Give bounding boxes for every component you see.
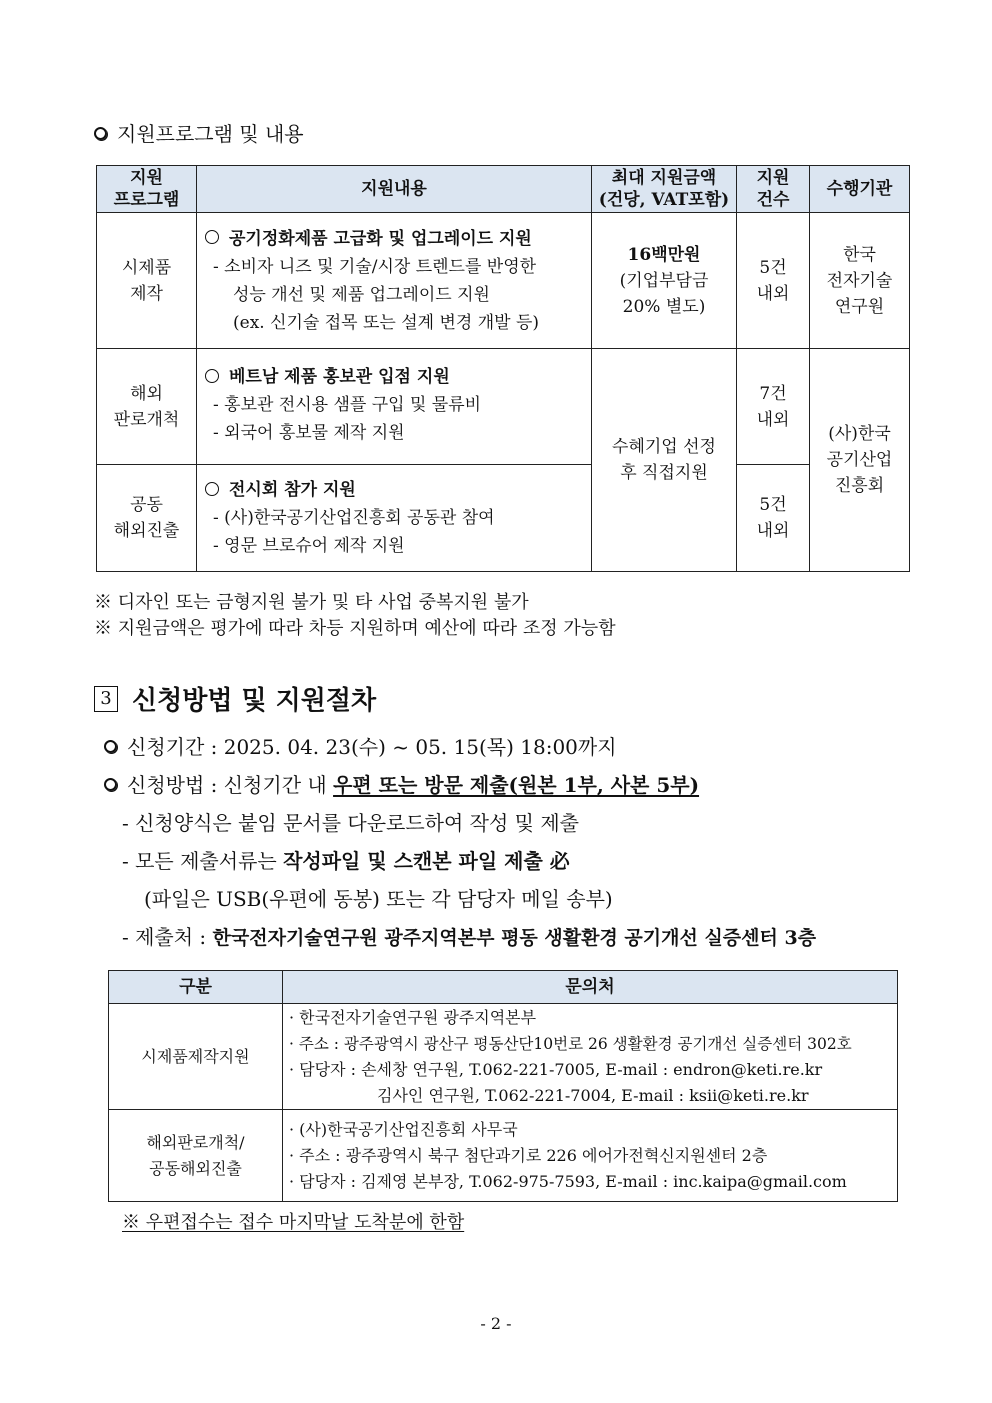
page-number: - 2 - — [480, 1314, 512, 1333]
header-amount-line1: 최대 지원금액 — [611, 168, 717, 188]
period-line — [104, 728, 924, 766]
contact-table — [108, 970, 898, 1202]
support-program-table — [96, 165, 910, 572]
count-cell: 5건 내외 — [737, 465, 810, 572]
table-row — [97, 349, 910, 465]
agency-cell: 한국 전자기술 연구원 — [810, 213, 910, 349]
header-amount-line2: (건당, VAT포함) — [598, 190, 730, 210]
content-title — [205, 476, 583, 504]
content-item: 성능 개선 및 제품 업그레이드 지원 — [233, 284, 490, 305]
period-text: 신청기간 : 2025. 04. 23(수) ~ 05. 15(목) 18:00까지 — [127, 735, 617, 759]
table-header-row — [109, 971, 898, 1004]
circle-bullet-icon — [104, 778, 117, 791]
contact-cell — [283, 1004, 898, 1110]
category-cell: 해외판로개척/ 공동해외진출 — [109, 1110, 283, 1202]
mail-note: ※ 우편접수는 접수 마지막날 도착분에 한함 — [122, 1212, 465, 1233]
contact-line: · 담당자 : 김제영 본부장, T.062-975-7593, E-mail : inc.kaipa@gmail.com — [289, 1171, 847, 1191]
contact-line: · 담당자 : 손세창 연구원, T.062-221-7005, E-mail : endron@keti.re.kr — [289, 1059, 823, 1079]
content-item: - 홍보관 전시용 샘플 구입 및 물류비 — [213, 395, 482, 415]
contact-line: · 주소 : 광주광역시 북구 첨단과기로 226 에어가전혁신지원센터 2층 — [289, 1145, 768, 1165]
contact-line: · 주소 : 광주광역시 광산구 평동산단10번로 26 생활환경 공기개선 실증센터 302호 — [289, 1034, 852, 1053]
files-emphasis: 작성파일 및 스캔본 파일 제출 必 — [283, 849, 570, 873]
method-text: 신청방법 : 신청기간 내 — [127, 773, 334, 797]
form-line: - 신청양식은 붙임 문서를 다운로드하여 작성 및 제출 — [122, 811, 579, 835]
header-content: 지원내용 — [197, 166, 592, 213]
submit-text: - 제출처 : — [122, 925, 213, 949]
content-title — [205, 363, 583, 391]
contact-line: · (사)한국공기산업진흥회 사무국 — [289, 1119, 518, 1139]
program-cell: 공동 해외진출 — [97, 465, 197, 572]
program-cell: 시제품 제작 — [97, 213, 197, 349]
submit-line — [104, 918, 924, 957]
content-item: - 소비자 니즈 및 기술/시장 트렌드를 반영한 — [213, 256, 537, 277]
hollow-circle-icon — [205, 482, 219, 496]
contact-line: · 한국전자기술연구원 광주지역본부 — [289, 1007, 537, 1027]
hollow-circle-icon — [205, 230, 219, 244]
content-item: - 영문 브로슈어 제작 지원 — [213, 536, 405, 556]
count-cell: 7건 내외 — [737, 349, 810, 465]
content-item: - (사)한국공기산업진흥회 공동관 참여 — [213, 508, 495, 528]
files-text: - 모든 제출서류는 — [122, 849, 284, 873]
section-title: 신청방법 및 지원절차 — [132, 686, 377, 716]
program-cell: 해외 판로개척 — [97, 349, 197, 465]
content-title-text: 전시회 참가 지원 — [229, 480, 356, 500]
amount-cell — [592, 213, 737, 349]
shared-amount-cell: 수혜기업 선정 후 직접지원 — [592, 349, 737, 572]
circle-bullet-icon — [94, 127, 107, 140]
section-heading — [94, 680, 376, 717]
note-line: ※ 지원금액은 평가에 따라 차등 지원하며 예산에 따라 조정 가능함 — [94, 618, 616, 639]
header-category: 구분 — [109, 971, 283, 1004]
hollow-circle-icon — [205, 369, 219, 383]
table-row — [97, 465, 910, 572]
content-cell — [197, 349, 592, 465]
contact-line: 김사인 연구원, T.062-221-7004, E-mail : ksii@keti.re.kr — [377, 1085, 809, 1105]
table-row — [109, 1004, 898, 1110]
header-amount — [592, 166, 737, 213]
header-count: 지원 건수 — [737, 166, 810, 213]
amount-note: (기업부담금 20% 별도) — [619, 270, 709, 317]
content-item: (ex. 신기술 접목 또는 설계 변경 개발 등) — [233, 312, 540, 333]
table-row — [109, 1110, 898, 1202]
section-number: 3 — [94, 686, 118, 712]
usb-line: (파일은 USB(우편에 동봉) 또는 각 담당자 메일 송부) — [144, 887, 613, 911]
count-cell: 5건 내외 — [737, 213, 810, 349]
header-contact: 문의처 — [283, 971, 898, 1004]
note-line: ※ 디자인 또는 금형지원 불가 및 타 사업 중복지원 불가 — [94, 592, 529, 613]
section3-body — [104, 728, 924, 957]
content-item: - 외국어 홍보물 제작 지원 — [213, 423, 405, 443]
support-notes — [94, 590, 616, 642]
method-emphasis: 우편 또는 방문 제출(원본 1부, 사본 5부) — [333, 773, 700, 797]
method-line — [104, 766, 924, 804]
amount-value: 16백만원 — [627, 244, 701, 265]
content-cell — [197, 465, 592, 572]
submit-emphasis: 한국전자기술연구원 광주지역본부 평동 생활환경 공기개선 실증센터 3층 — [212, 927, 817, 949]
header-agency: 수행기관 — [810, 166, 910, 213]
content-title-text: 베트남 제품 홍보관 입점 지원 — [229, 367, 450, 387]
header-program: 지원 프로그램 — [97, 166, 197, 213]
content-title — [205, 225, 583, 253]
circle-bullet-icon — [104, 740, 117, 753]
category-cell: 시제품제작지원 — [109, 1004, 283, 1110]
shared-agency-cell: (사)한국 공기산업 진흥회 — [810, 349, 910, 572]
content-cell — [197, 213, 592, 349]
table-row — [97, 213, 910, 349]
support-heading-text: 지원프로그램 및 내용 — [117, 122, 304, 146]
content-title-text: 공기정화제품 고급화 및 업그레이드 지원 — [229, 228, 532, 249]
contact-cell — [283, 1110, 898, 1202]
support-heading — [94, 118, 304, 147]
table-header-row — [97, 166, 910, 213]
files-line — [104, 842, 924, 880]
